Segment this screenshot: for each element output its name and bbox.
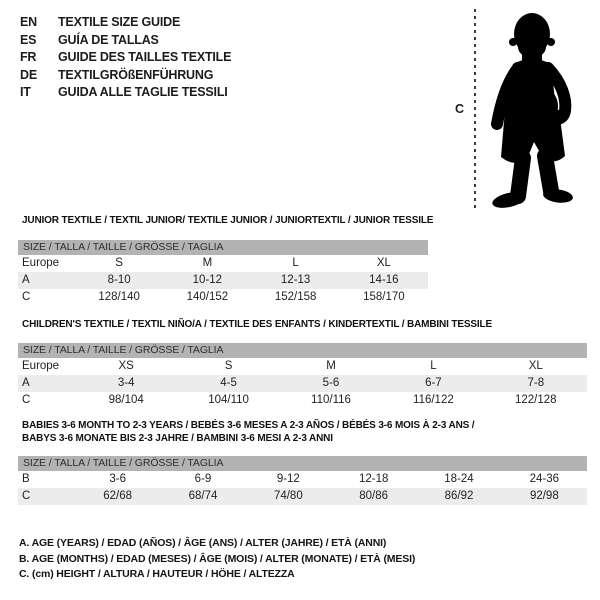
row-label: C bbox=[22, 291, 31, 303]
size-cell: 3-6 bbox=[109, 473, 126, 485]
children-table-title: CHILDREN'S TEXTILE / TEXTIL NIÑO/A / TEXTILE DES ENFANTS / KINDERTEXTIL / BAMBINI TESSILE bbox=[22, 319, 492, 330]
table-row bbox=[18, 392, 587, 409]
size-cell: 24-36 bbox=[529, 473, 560, 485]
size-cell: 6-9 bbox=[194, 473, 212, 485]
size-cell: 92/98 bbox=[529, 490, 559, 502]
size-cell: 98/104 bbox=[108, 394, 144, 406]
language-code: FR bbox=[20, 50, 37, 64]
junior-textile-section bbox=[18, 214, 434, 306]
size-cell: 80/86 bbox=[359, 490, 389, 502]
junior-table-title: JUNIOR TEXTILE / TEXTIL JUNIOR/ TEXTILE JUNIOR / JUNIORTEXTIL / JUNIOR TESSILE bbox=[22, 215, 434, 226]
footnote: A. AGE (YEARS) / EDAD (AÑOS) / ÂGE (ANS) / ALTER (JAHRE) / ETÀ (ANNI) bbox=[19, 537, 387, 549]
size-cell: 12-18 bbox=[358, 473, 389, 485]
size-cell: L bbox=[292, 257, 299, 269]
row-label: A bbox=[22, 377, 30, 389]
babies-table-title: BABIES 3-6 MONTH TO 2-3 YEARS / BEBÉS 3-6 MESES A 2-3 AÑOS / BÉBÉS 3-6 MOIS À 2-3 ANS / BABYS 3-6 MONATE BIS 2-3 JAHRE / BAMBINI 3-6 MESI A 2-3 ANNI bbox=[22, 420, 475, 444]
language-title: GUIDE DES TAILLES TEXTILE bbox=[58, 50, 232, 64]
language-row bbox=[20, 49, 231, 67]
size-cell: 6-7 bbox=[425, 377, 442, 389]
footnotes bbox=[19, 536, 415, 583]
table-row bbox=[18, 471, 587, 488]
height-figure bbox=[452, 6, 598, 214]
table-row bbox=[18, 289, 428, 306]
language-code: IT bbox=[20, 85, 31, 99]
height-dashed-line bbox=[474, 9, 476, 210]
row-label: Europe bbox=[22, 257, 60, 269]
size-cell: 12-13 bbox=[280, 274, 311, 286]
size-cell: 5-6 bbox=[322, 377, 340, 389]
language-code: EN bbox=[20, 15, 37, 29]
table-row bbox=[18, 375, 587, 392]
row-label: A bbox=[22, 274, 30, 286]
table-row bbox=[18, 255, 428, 272]
size-cell: S bbox=[224, 360, 233, 372]
size-cell: 104/110 bbox=[208, 394, 249, 406]
table-row bbox=[18, 272, 428, 289]
height-measure-label: C bbox=[455, 102, 465, 116]
babies-table-rows bbox=[18, 471, 587, 505]
size-cell: 10-12 bbox=[192, 274, 223, 286]
language-title: GUÍA DE TALLAS bbox=[58, 32, 159, 47]
size-cell: L bbox=[430, 360, 437, 372]
size-cell: 3-4 bbox=[117, 377, 135, 389]
size-cell: 9-12 bbox=[276, 473, 300, 485]
size-cell: 158/170 bbox=[363, 291, 405, 303]
babies-size-header-bar: SIZE / TALLA / TAILLE / GRÖSSE / TAGLIA bbox=[18, 456, 587, 471]
row-label: C bbox=[22, 394, 31, 406]
size-cell: 128/140 bbox=[98, 291, 140, 303]
size-cell: XS bbox=[118, 360, 134, 372]
size-cell: 110/116 bbox=[311, 394, 351, 406]
language-title: GUIDA ALLE TAGLIE TESSILI bbox=[58, 85, 228, 99]
language-title: TEXTILE SIZE GUIDE bbox=[58, 15, 181, 29]
children-size-header-bar: SIZE / TALLA / TAILLE / GRÖSSE / TAGLIA bbox=[18, 343, 587, 358]
footnote: C. (cm) HEIGHT / ALTURA / HAUTEUR / HÖHE / ALTEZZA bbox=[19, 568, 295, 580]
size-cell: S bbox=[115, 257, 123, 269]
size-cell: M bbox=[326, 360, 336, 372]
junior-size-header-bar: SIZE / TALLA / TAILLE / GRÖSSE / TAGLIA bbox=[18, 240, 428, 255]
table-row bbox=[18, 488, 587, 505]
table-row bbox=[18, 358, 587, 375]
babies-textile-section bbox=[18, 419, 587, 505]
size-cell: 86/92 bbox=[444, 490, 474, 502]
language-header bbox=[20, 14, 231, 102]
junior-table-rows bbox=[18, 255, 428, 306]
size-cell: 62/68 bbox=[103, 490, 133, 502]
size-cell: 14-16 bbox=[369, 274, 399, 286]
children-textile-section bbox=[18, 318, 587, 409]
size-cell: XL bbox=[528, 360, 543, 372]
size-cell: 18-24 bbox=[444, 473, 474, 485]
size-cell: 74/80 bbox=[273, 490, 303, 502]
language-row bbox=[20, 67, 231, 85]
children-table-rows bbox=[18, 358, 587, 409]
language-row bbox=[20, 14, 231, 32]
size-cell: 7-8 bbox=[527, 377, 545, 389]
language-row bbox=[20, 32, 231, 50]
size-cell: M bbox=[202, 257, 213, 269]
row-label: B bbox=[22, 473, 30, 485]
size-cell: 116/122 bbox=[413, 394, 454, 406]
footnote: B. AGE (MONTHS) / EDAD (MESES) / ÂGE (MOIS) / ALTER (MONATE) / ETÀ (MESI) bbox=[19, 552, 416, 565]
size-cell: 4-5 bbox=[220, 377, 237, 389]
row-label: Europe bbox=[22, 360, 60, 372]
language-code: DE bbox=[20, 67, 37, 82]
size-cell: 122/128 bbox=[515, 394, 557, 406]
size-cell: XL bbox=[376, 257, 391, 269]
size-cell: 140/152 bbox=[186, 291, 229, 303]
row-label: C bbox=[22, 490, 31, 502]
size-cell: 152/158 bbox=[274, 291, 317, 303]
baby-silhouette-icon bbox=[482, 6, 584, 212]
size-cell: 68/74 bbox=[188, 490, 218, 502]
language-row bbox=[20, 84, 231, 102]
language-title: TEXTILGRÖßENFÜHRUNG bbox=[58, 67, 214, 82]
language-code: ES bbox=[20, 32, 37, 47]
size-cell: 8-10 bbox=[107, 274, 131, 286]
